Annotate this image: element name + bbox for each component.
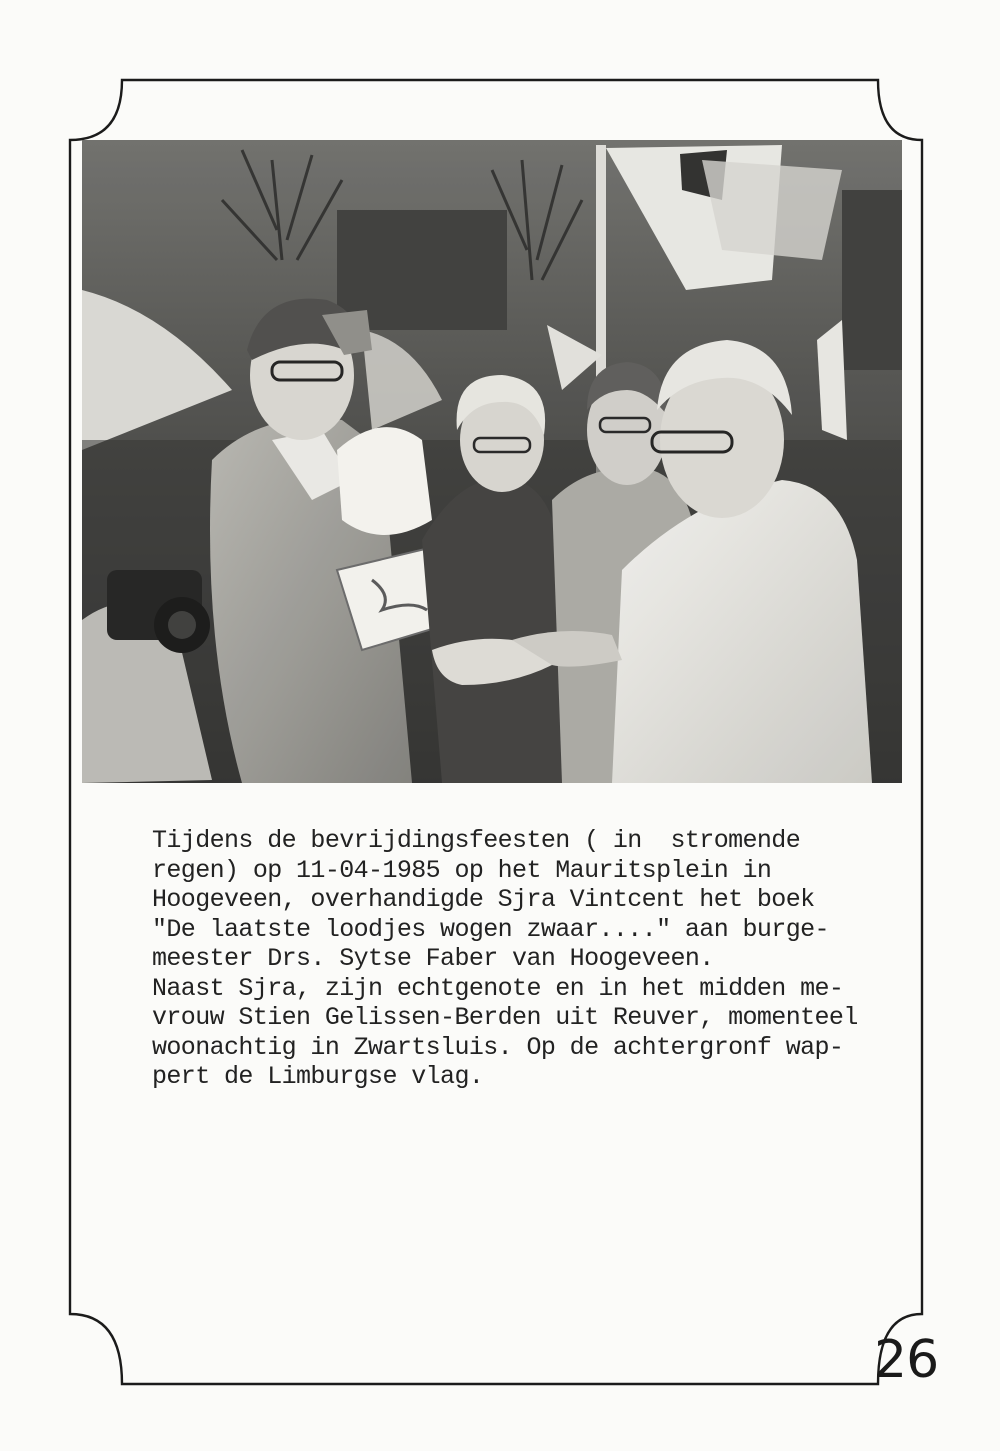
caption-line: pert de Limburgse vlag. — [152, 1062, 484, 1091]
caption-line: vrouw Stien Gelissen-Berden uit Reuver, momenteel — [152, 1003, 858, 1032]
caption-line: regen) op 11-04-1985 op het Mauritsplein in — [152, 855, 772, 885]
caption-line: meester Drs. Sytse Faber van Hoogeveen. — [152, 944, 714, 973]
caption-line: Tijdens de bevrijdingsfeesten ( in stromende — [152, 826, 801, 855]
caption-line: woonachtig in Zwartsluis. Op de achtergronf wap- — [152, 1032, 844, 1062]
caption-line: "De laatste loodjes wogen zwaar...." aan burge- — [152, 914, 829, 944]
photo-caption — [152, 826, 892, 1092]
caption-line: Naast Sjra, zijn echtgenote en in het midden me- — [152, 973, 844, 1003]
caption-line: Hoogeveen, overhandigde Sjra Vintcent het boek — [152, 885, 815, 914]
event-photograph — [82, 140, 902, 783]
page-number: 26 — [874, 1330, 939, 1390]
